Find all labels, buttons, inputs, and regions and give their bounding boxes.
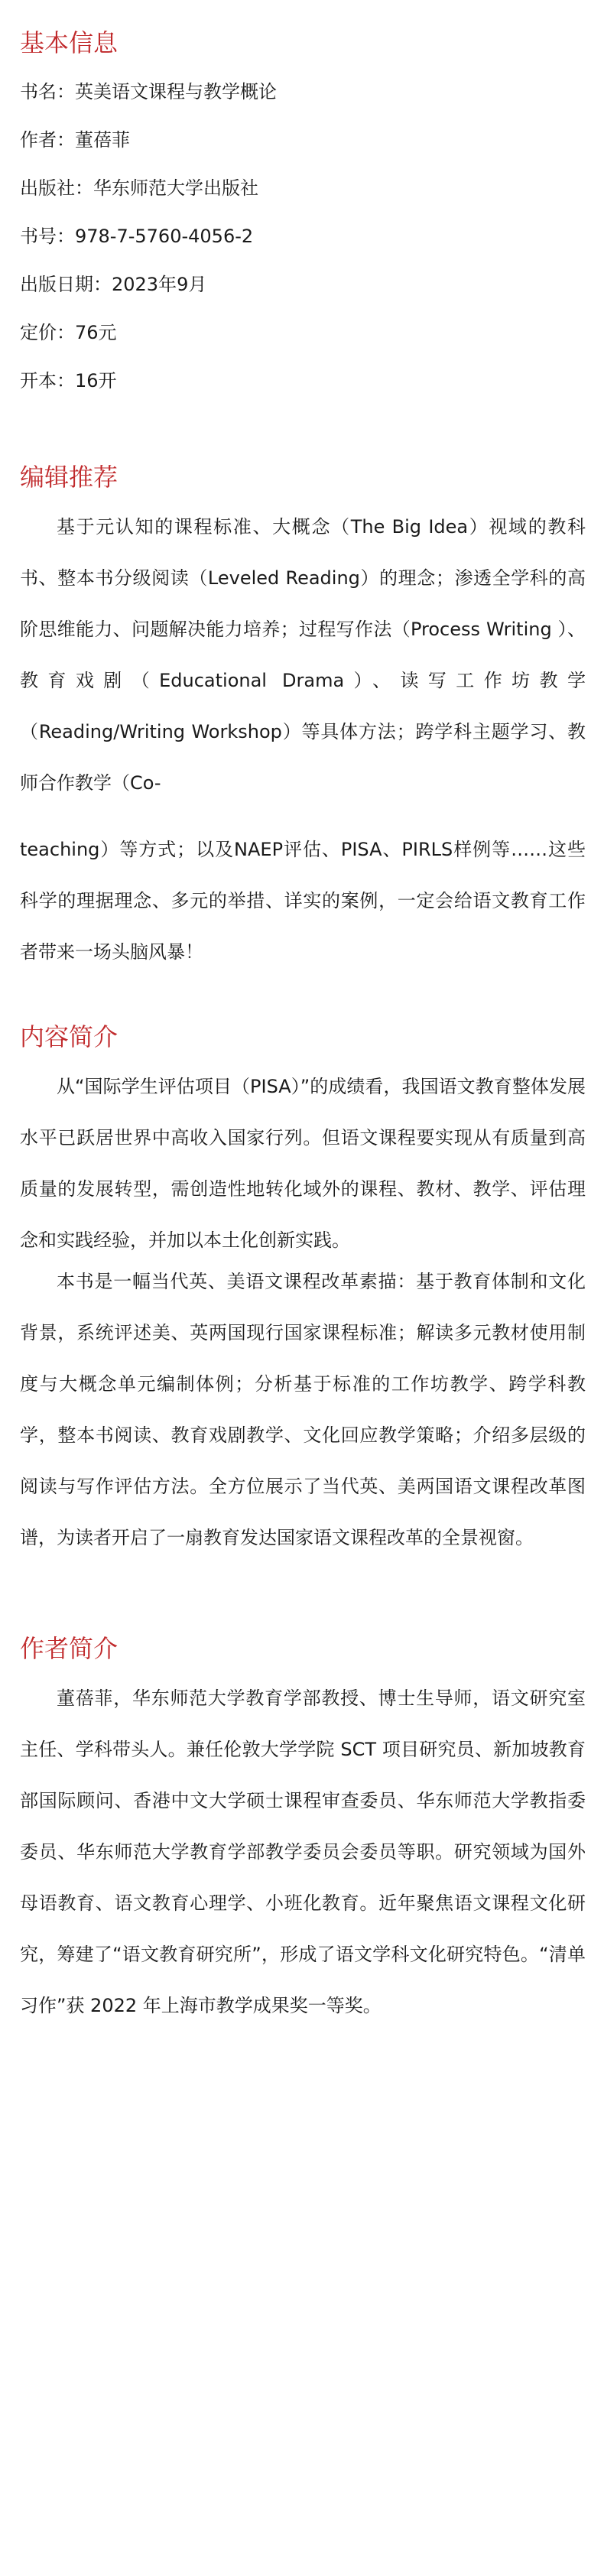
content-summary-heading: 内容简介 xyxy=(20,1022,119,1051)
content-summary-paragraph-2: 本书是一幅当代英、美语文课程改革素描：基于教育体制和文化背景，系统评述美、英两国现行国家课程标准；解读多元教材使用制度与大概念单元编制体例；分析基于标准的工作坊教学、跨学科教学，整本书阅读、教育戏剧教学、文化回应教学策略；介绍多层级的阅读与写作评估方法。全方位展示了当代英、美两国语文课程改革图谱，为读者开启了一扇教育发达国家语文课程改革的全景视窗。 xyxy=(20,1271,586,1548)
format-line: 开本：16开 xyxy=(20,370,117,391)
author-line: 作者：董蓓菲 xyxy=(20,129,130,151)
editor-recommendation-heading: 编辑推荐 xyxy=(20,463,119,492)
basic-info-heading: 基本信息 xyxy=(20,28,119,57)
price-line: 定价：76元 xyxy=(20,322,117,343)
publish-date-line: 出版日期：2023年9月 xyxy=(20,274,207,295)
editor-recommendation-paragraph-part2: teaching）等方式；以及NAEP评估、PISA、PIRLS样例等……这些科学的理据理念、多元的举措、详实的案例，一定会给语文教育工作者带来一场头脑风暴！ xyxy=(20,839,586,963)
isbn-line: 书号：978-7-5760-4056-2 xyxy=(20,226,254,247)
book-title-line: 书名：英美语文课程与教学概论 xyxy=(20,81,277,102)
editor-recommendation-paragraph-part1: 基于元认知的课程标准、大概念（The Big Idea）视域的教科书、整本书分级阅读（Leveled Reading）的理念；渗透全学科的高阶思维能力、问题解决能力培养；过程写作法（Process Writing ）、教育戏剧（Educational Drama）、读写工作坊教学（Reading/Writing Workshop）等具体方法；跨学科主题学习、教师合作教学（Co- xyxy=(20,516,586,794)
content-summary-paragraph-1: 从“国际学生评估项目（PISA）”的成绩看，我国语文教育整体发展水平已跃居世界中高收入国家行列。但语文课程要实现从有质量到高质量的发展转型，需创造性地转化域外的课程、教材、教学、评估理念和实践经验，并加以本土化创新实践。 xyxy=(20,1076,586,1251)
publisher-line: 出版社：华东师范大学出版社 xyxy=(20,177,258,199)
author-intro-paragraph: 董蓓菲，华东师范大学教育学部教授、博士生导师，语文研究室主任、学科带头人。兼任伦敦大学学院 SCT 项目研究员、新加坡教育部国际顾问、香港中文大学硕士课程审查委员、华东师范大学教指委委员、华东师范大学教育学部教学委员会委员等职。研究领域为国外母语教育、语文教育心理学、小班化教育。近年聚焦语文课程文化研究，筹建了“语文教育研究所”，形成了语文学科文化研究特色。“清单习作”获 2022 年上海市教学成果奖一等奖。 xyxy=(20,1688,586,2016)
author-intro-heading: 作者简介 xyxy=(20,1634,119,1663)
